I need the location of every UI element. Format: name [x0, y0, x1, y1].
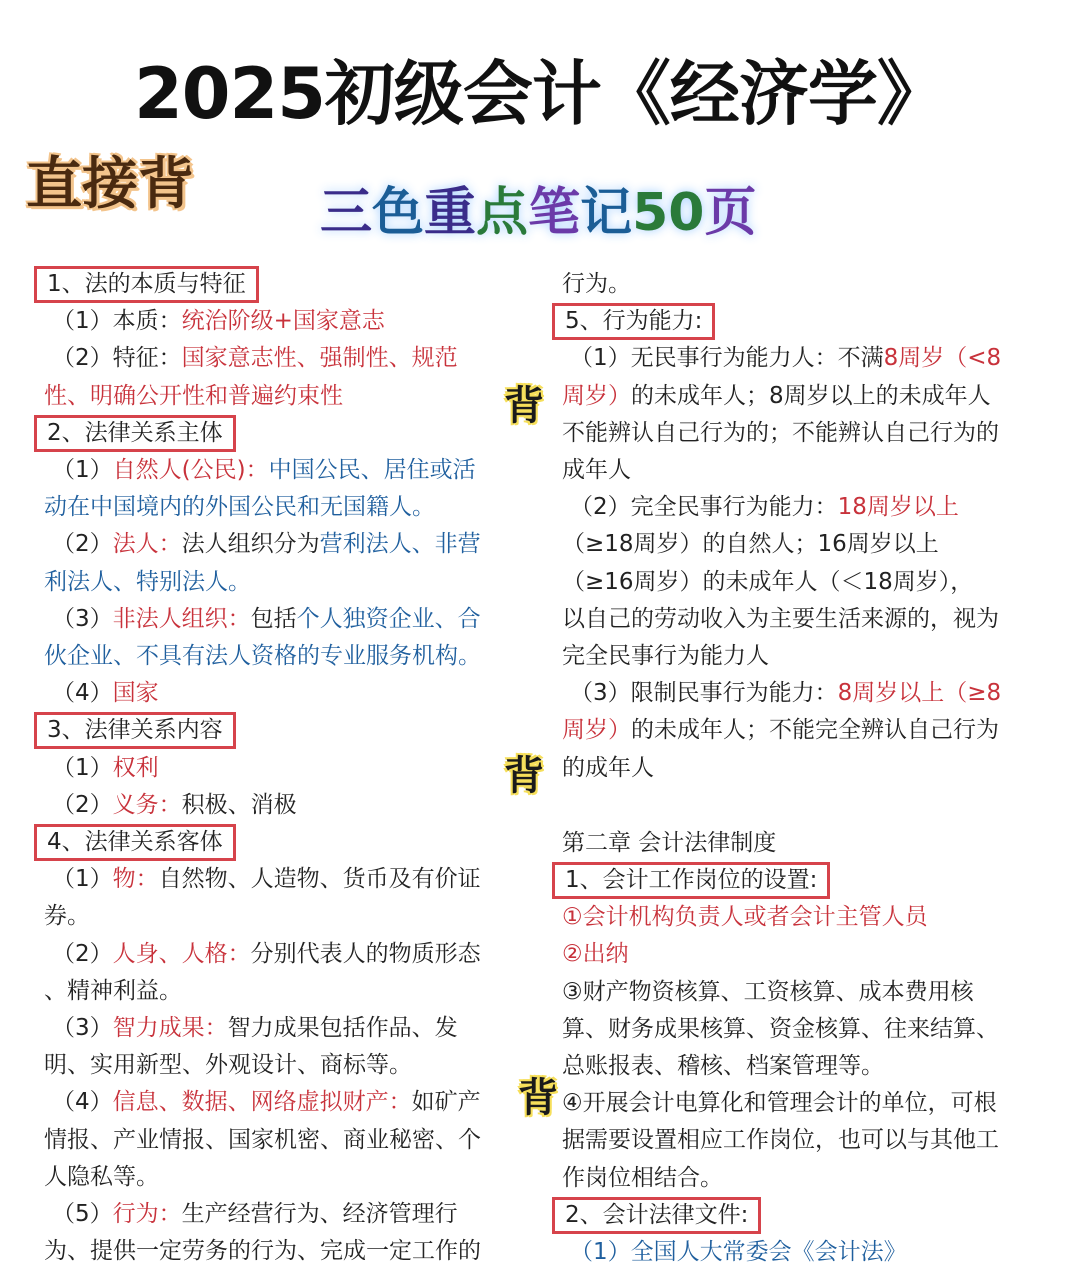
note-line — [562, 675, 1052, 712]
key-point: 自然人(公民)： — [112, 457, 269, 484]
key-point: 人身、人格： — [112, 940, 251, 967]
key-point: 法人： — [112, 531, 182, 558]
note-line — [44, 787, 534, 824]
plain-text: （2）完全民事行为能力： — [570, 494, 838, 521]
subtitle-char: 重 — [424, 183, 477, 243]
key-point: 18周岁以上 — [837, 494, 959, 521]
key-point: 义务： — [112, 791, 182, 818]
memorize-stamp: 背 — [504, 383, 544, 429]
key-point: 周岁） — [562, 382, 631, 409]
key-point: 周岁） — [562, 717, 631, 744]
note-line: 动在中国境内的外国公民和无国籍人。 — [44, 494, 435, 521]
key-point: 非法人组织： — [112, 605, 251, 632]
line-label: （2）特征： — [52, 345, 182, 372]
blue-point: 营利法人、非营 — [319, 531, 481, 558]
chapter-title: 第二章 会计法律制度 — [562, 829, 777, 856]
note-line: 的成年人 — [562, 754, 654, 781]
note-line: ①会计机构负责人或者会计主管人员 — [562, 904, 928, 931]
line-label: （5） — [52, 1201, 113, 1228]
subtitle-char: 记 — [580, 183, 633, 243]
key-point: 权利 — [112, 754, 159, 781]
left-column — [44, 266, 534, 1270]
note-line — [562, 378, 1052, 415]
line-label: （3） — [52, 605, 113, 632]
line-label: （2） — [52, 531, 113, 558]
plain-text: 法人组织分为 — [181, 531, 320, 558]
line-label: （1） — [52, 754, 113, 781]
note-line: 性、明确公开性和普遍约束性 — [44, 382, 343, 409]
section-heading — [562, 1197, 1052, 1234]
blue-point: 中国公民、居住或活 — [268, 457, 476, 484]
note-line — [44, 936, 534, 973]
note-line — [44, 340, 534, 377]
note-line: （≥18周岁）的自然人；16周岁以上 — [562, 531, 939, 558]
note-line: 总账报表、稽核、档案管理等。 — [562, 1053, 884, 1080]
note-line: 成年人 — [562, 457, 631, 484]
key-point: 信息、数据、网络虚拟财产： — [112, 1089, 412, 1116]
plain-text: 如矿产 — [411, 1089, 481, 1116]
heading-box: 4、法律关系客体 — [34, 824, 236, 861]
note-line: 算、财务成果核算、资金核算、往来结算、 — [562, 1015, 999, 1042]
subtitle — [320, 170, 756, 245]
subtitle-char: 50 — [632, 183, 705, 243]
plain-text: 包括 — [250, 605, 297, 632]
note-line: 券。 — [44, 903, 90, 930]
note-line — [562, 340, 1052, 377]
plain-text: 分别代表人的物质形态 — [250, 940, 481, 967]
line-label: （4） — [52, 680, 113, 707]
note-line: 行为。 — [562, 271, 631, 297]
note-line: 明、实用新型、外观设计、商标等。 — [44, 1052, 412, 1079]
plain-text: 的未成年人；8周岁以上的未成年人 — [631, 382, 991, 409]
key-point: 8周岁（<8 — [883, 345, 1002, 372]
line-label: （4） — [52, 1089, 113, 1116]
plain-text: 自然物、人造物、货币及有价证 — [158, 866, 481, 893]
plain-text: 生产经营行为、经济管理行 — [181, 1201, 458, 1228]
key-point: 行为： — [112, 1201, 182, 1228]
line-label: （3） — [52, 1015, 113, 1042]
subtitle-char: 页 — [704, 183, 757, 243]
key-point: 国家意志性、强制性、规范 — [181, 345, 458, 372]
note-line: ③财产物资核算、工资核算、成本费用核 — [562, 978, 974, 1005]
note-line — [44, 303, 534, 340]
section-heading — [562, 862, 1052, 899]
side-tag: 直接背 — [26, 152, 194, 217]
note-line — [44, 861, 534, 898]
line-label: （2） — [52, 940, 113, 967]
heading-box: 2、法律关系主体 — [34, 415, 236, 452]
section-heading — [562, 303, 1052, 340]
key-point: 统治阶级+国家意志 — [181, 308, 385, 335]
note-line: 情报、产业情报、国家机密、商业秘密、个 — [44, 1126, 481, 1153]
heading-box: 5、行为能力: — [552, 303, 715, 340]
note-line — [44, 1084, 534, 1121]
note-line: 不能辨认自己行为的；不能辨认自己行为的 — [562, 419, 999, 446]
heading-box: 2、会计法律文件: — [552, 1197, 761, 1234]
line-label: （1）本质： — [52, 308, 182, 335]
plain-text: 智力成果包括作品、发 — [227, 1015, 458, 1042]
section-heading — [44, 266, 534, 303]
note-line: ④开展会计电算化和管理会计的单位，可根 — [562, 1090, 997, 1117]
note-line — [44, 1196, 534, 1233]
note-line — [44, 750, 534, 787]
subtitle-char: 三 — [320, 183, 373, 243]
note-line: 人隐私等。 — [44, 1163, 159, 1190]
key-point: 物： — [112, 866, 159, 893]
note-line: ②出纳 — [562, 941, 629, 968]
note-line — [44, 601, 534, 638]
note-line: 以自己的劳动收入为主要生活来源的，视为 — [562, 605, 999, 632]
heading-box: 1、法的本质与特征 — [34, 266, 259, 303]
note-line — [562, 712, 1052, 749]
note-line: （≥16周岁）的未成年人（＜18周岁）， — [562, 568, 974, 595]
subtitle-char: 色 — [372, 183, 425, 243]
memorize-stamp: 背 — [518, 1075, 558, 1121]
heading-box: 1、会计工作岗位的设置: — [552, 862, 830, 899]
note-line: 、精神利益。 — [44, 977, 182, 1004]
heading-box: 3、法律关系内容 — [34, 712, 236, 749]
plain-text: 的未成年人；不能完全辨认自己行为 — [631, 717, 999, 744]
note-line — [44, 526, 534, 563]
spacer — [562, 787, 1052, 825]
right-column — [562, 266, 1052, 1271]
line-label: （1） — [52, 457, 113, 484]
note-line: 伙企业、不具有法人资格的专业服务机构。 — [44, 643, 481, 670]
plain-text: （3）限制民事行为能力： — [570, 680, 838, 707]
key-point: 8周岁以上（≥8 — [837, 680, 1002, 707]
note-line: 为、提供一定劳务的行为、完成一定工作的 — [44, 1238, 481, 1265]
memorize-stamp: 背 — [504, 753, 544, 799]
page-title: 2025初级会计《经济学》 — [134, 53, 946, 135]
note-line: 据需要设置相应工作岗位，也可以与其他工 — [562, 1127, 999, 1154]
section-heading — [44, 712, 534, 749]
plain-text: 积极、消极 — [181, 791, 297, 818]
subtitle-char: 点 — [476, 183, 529, 243]
plain-text: （1）无民事行为能力人：不满 — [570, 345, 884, 372]
key-point: 国家 — [112, 680, 159, 707]
line-label: （2） — [52, 791, 113, 818]
section-heading — [44, 415, 534, 452]
note-line — [562, 489, 1052, 526]
note-line: （1）全国人大常委会《会计法》 — [570, 1239, 907, 1266]
note-line — [44, 452, 534, 489]
note-line: 利法人、特别法人。 — [44, 568, 251, 595]
note-line: 作岗位相结合。 — [562, 1164, 723, 1191]
note-line — [44, 1010, 534, 1047]
line-label: （1） — [52, 866, 113, 893]
section-heading — [44, 824, 534, 861]
note-line: 完全民事行为能力人 — [562, 643, 769, 670]
note-line — [44, 675, 534, 712]
blue-point: 个人独资企业、合 — [296, 605, 481, 632]
subtitle-char: 笔 — [528, 183, 581, 243]
key-point: 智力成果： — [112, 1015, 228, 1042]
